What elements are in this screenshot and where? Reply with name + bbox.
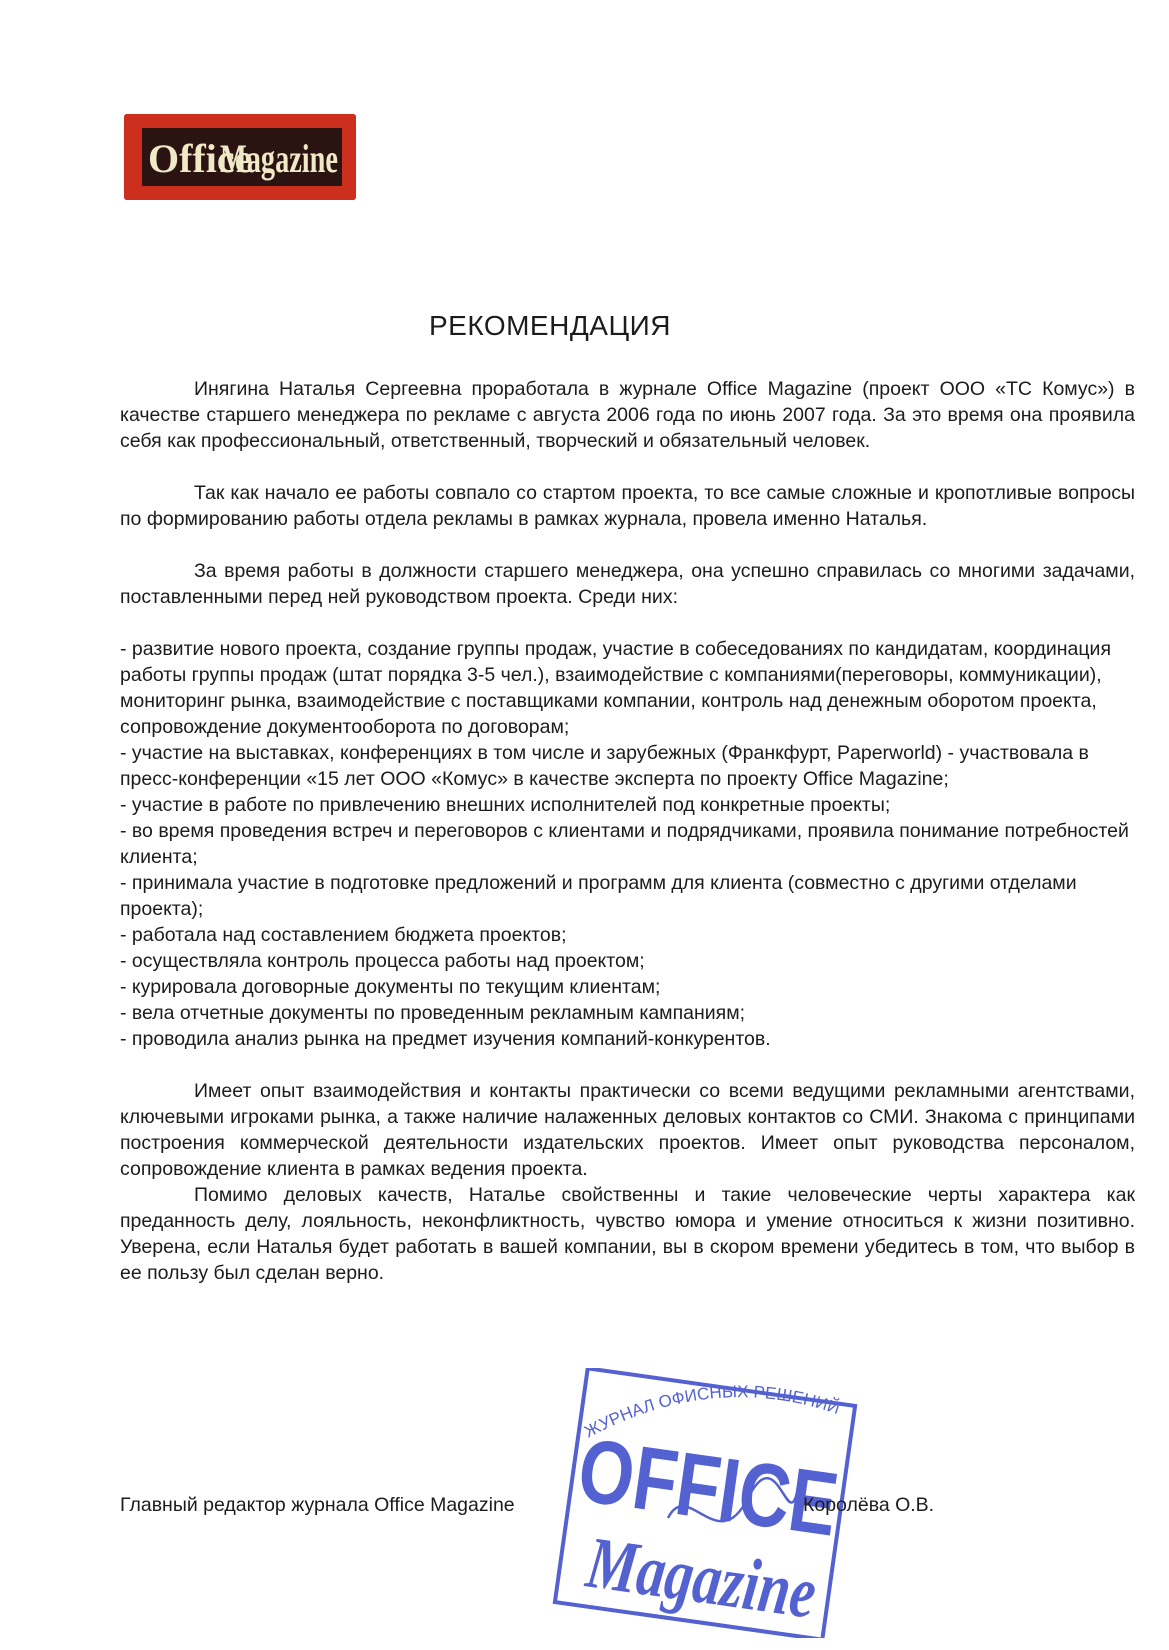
signer-position: Главный редактор журнала Office Magazine [120,1494,515,1516]
list-item: - вела отчетные документы по проведенным рекламным кампаниям; [120,1002,746,1024]
stamp-top-text: ЖУРНАЛ ОФИСНЫХ РЕШЕНИЙ [581,1382,843,1442]
stamp-line1-text: OFFICE [572,1420,868,1566]
list-item: - участие в работе по привлечению внешних исполнителей под конкретные проекты; [120,794,891,816]
letter-body [120,376,1135,1286]
office-magazine-logo [124,114,356,200]
duties-list [120,636,1135,1052]
list-item: - осуществляла контроль процесса работы над проектом; [120,950,645,972]
list-item: - во время проведения встреч и переговоров с клиентами и подрядчиками, проявила понимание потребностей клиента; [120,820,1129,868]
paragraph-4: Имеет опыт взаимодействия и контакты практически со всеми ведущими рекламными агентствами, ключевыми игроками рынка, а также наличие налаженных деловых контактов со СМИ. Знакома с принципами построения коммерческой деятельности издательских проектов. Имеет опыт руководства персоналом, сопровождение клиента в рамках ведения проекта. [120,1080,1135,1180]
list-item: - проводила анализ рынка на предмет изучения компаний-конкурентов. [120,1028,771,1050]
stamp-line2-text: Magazine [581,1521,868,1638]
list-item: - работала над составлением бюджета проектов; [120,924,567,946]
logo-magazine-text: Magazine [220,136,338,181]
paragraph-1: Инягина Наталья Сергеевна проработала в журнале Office Magazine (проект ООО «ТС Комус») в качестве старшего менеджера по рекламе с августа 2006 года по июнь 2007 года. За это время она проявила себя как профессиональный, ответственный, творческий и обязательный человек. [120,378,1135,452]
logo-graphic [124,114,356,200]
spacer [120,1052,1135,1078]
signer-name: Королёва О.В. [803,1494,935,1516]
logo-office-text: Office [148,136,253,181]
spacer [120,454,1135,480]
paragraph-5: Помимо деловых качеств, Наталье свойственны и такие человеческие черты характера как преданность делу, лояльность, неконфликтность, чувство юмора и умение относиться к жизни позитивно. Уверена, если Наталья будет работать в вашей компании, вы в скором времени убедитесь в том, что выбор в ее пользу был сделан верно. [120,1184,1135,1284]
list-item: - развитие нового проекта, создание группы продаж, участие в собеседованиях по кандидатам, координация работы группы продаж (штат порядка 3-5 чел.), взаимодействие с компаниями(переговоры, коммуникации), мониторинг рынка, взаимодействие с поставщиками компании, контроль над денежным оборотом проекта, сопровождение документооборота по договорам; [120,638,1112,738]
spacer [120,610,1135,636]
paragraph-2: Так как начало ее работы совпало со стартом проекта, то все самые сложные и кропотливые вопросы по формированию работы отдела рекламы в рамках журнала, провела именно Наталья. [120,482,1135,530]
list-item: - участие на выставках, конференциях в том числе и зарубежных (Франкфурт, Paperworld) - участвовала в пресс-конференции «15 лет ООО «Комус» в качестве эксперта по проекту Office Magazine; [120,742,1089,790]
list-item: - курировала договорные документы по текущим клиентам; [120,976,661,998]
document-title: РЕКОМЕНДАЦИЯ [428,310,672,341]
list-item: - принимала участие в подготовке предложений и программ для клиента (совместно с другими отделами проекта); [120,872,1077,920]
paragraph-3: За время работы в должности старшего менеджера, она успешно справилась со многими задачами, поставленными перед ней руководством проекта. Среди них: [120,560,1135,608]
spacer [120,532,1135,558]
